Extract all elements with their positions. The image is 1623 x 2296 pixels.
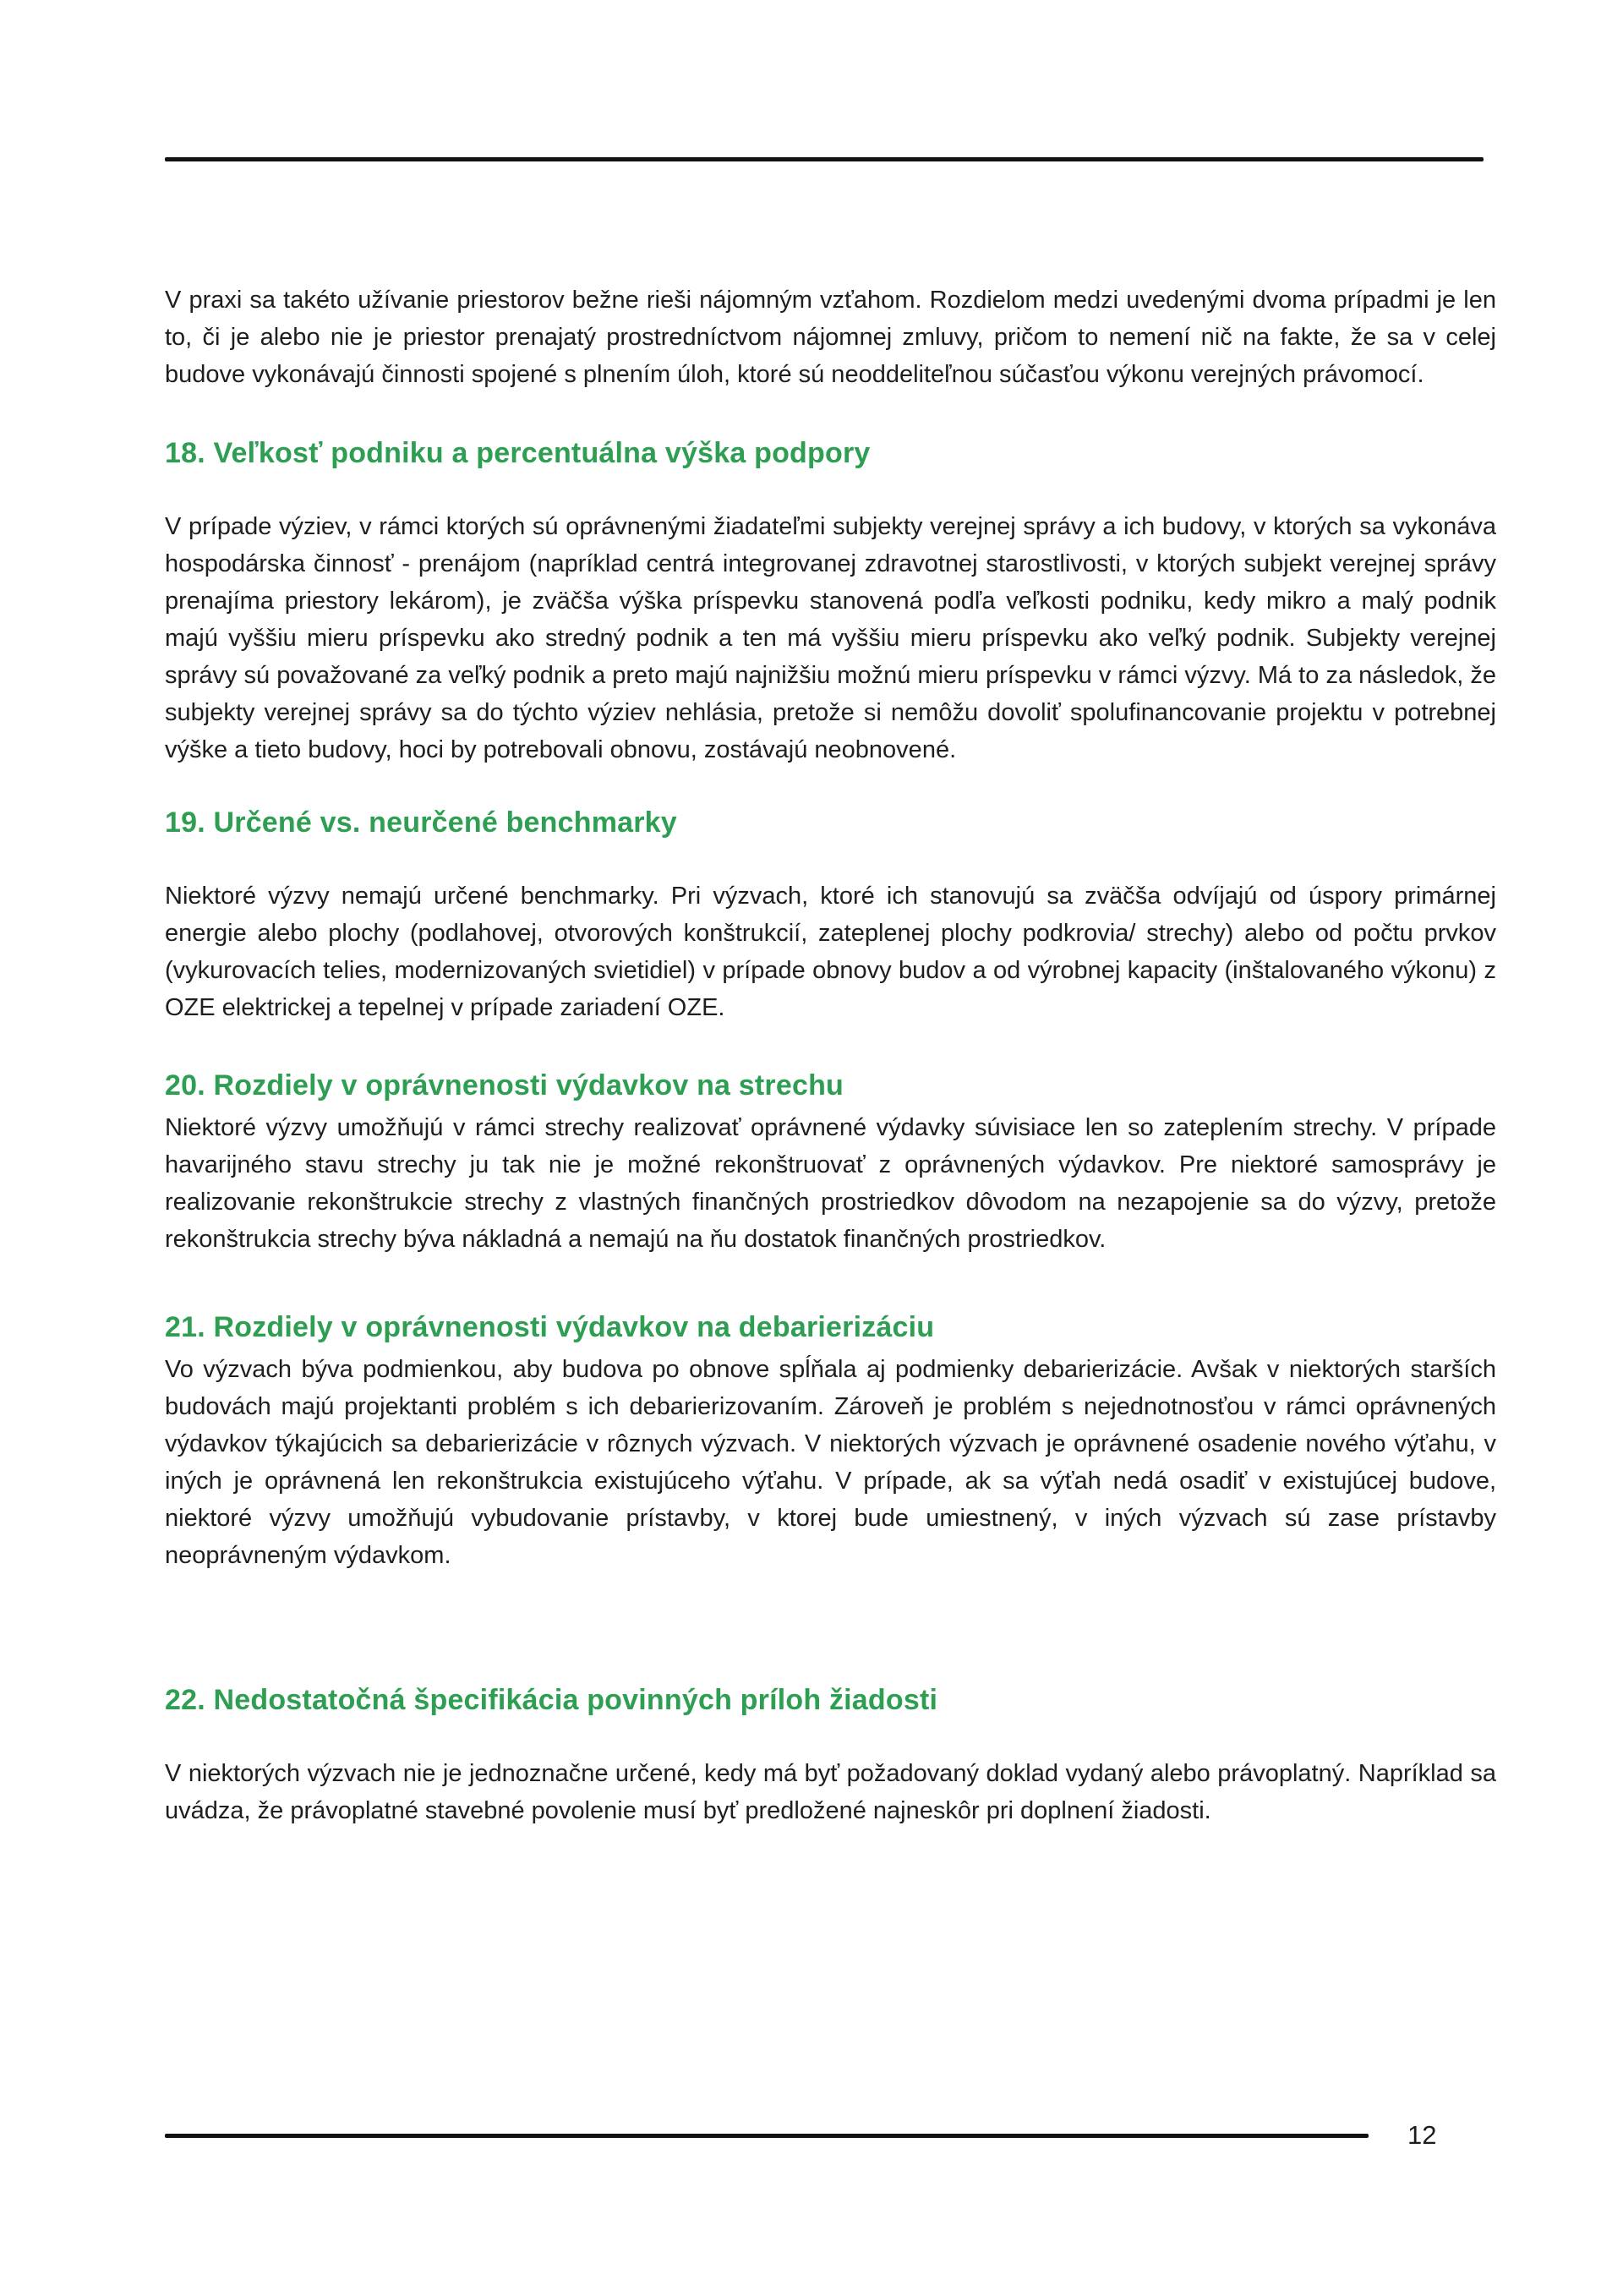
footer-rule [165, 2134, 1369, 2138]
section-18-body: V prípade výziev, v rámci ktorých sú oprávnenými žiadateľmi subjekty verejnej správy a ich budovy, v ktorých sa vykonáva hospodárska činnosť - prenájom (napríklad centrá integrovanej zdravotnej starostlivosti, v ktorých subjekt verejnej správy prenajíma priestory lekárom), je zväčša výška príspevku stanovená podľa veľkosti podniku, kedy mikro a malý podnik majú vyššiu mieru príspevku ako stredný podnik a ten má vyššiu mieru príspevku ako veľký podnik. Subjekty verejnej správy sú považované za veľký podnik a preto majú najnižšiu možnú mieru príspevku v rámci výzvy. Má to za následok, že subjekty verejnej správy sa do týchto výziev nehlásia, pretože si nemôžu dovoliť spolufinancovanie projektu v potrebnej výške a tieto budovy, hoci by potrebovali obnovu, zostávajú neobnovené. [165, 513, 1496, 763]
section-19-body: Niektoré výzvy nemajú určené benchmarky. Pri výzvach, ktoré ich stanovujú sa zväčša odvíjajú od úspory primárnej energie alebo plochy (podlahovej, otvorových konštrukcií, zateplenej plochy podkrovia/ strechy) alebo od počtu prvkov (vykurovacích telies, modernizovaných svietidiel) v prípade obnovy budov a od výrobnej kapacity (inštalovaného výkonu) z OZE elektrickej a tepelnej v prípade zariadení OZE. [165, 883, 1496, 1021]
section-22-body: V niektorých výzvach nie je jednoznačne určené, kedy má byť požadovaný doklad vydaný alebo právoplatný. Napríklad sa uvádza, že právoplatné stavebné povolenie musí byť predložené najneskôr pri doplnení žiadosti. [165, 1760, 1496, 1824]
section-20 [165, 1069, 1496, 1258]
top-rule [165, 157, 1484, 161]
page-number: 12 [1407, 2120, 1437, 2150]
section-20-body: Niektoré výzvy umožňujú v rámci strechy realizovať oprávnené výdavky súvisiace len so zateplením strechy. V prípade havarijného stavu strechy ju tak nie je možné rekonštruovať z oprávnených výdavkov. Pre niektoré samosprávy je realizovanie rekonštrukcie strechy z vlastných finančných prostriedkov dôvodom na nezapojenie sa do výzvy, pretože rekonštrukcia strechy býva nákladná a nemajú na ňu dostatok finančných prostriedkov. [165, 1114, 1496, 1253]
section-21 [165, 1310, 1496, 1574]
section-20-heading: 20. Rozdiely v oprávnenosti výdavkov na strechu [165, 1069, 844, 1102]
section-22 [165, 1683, 1496, 1829]
section-21-heading: 21. Rozdiely v oprávnenosti výdavkov na debarierizáciu [165, 1311, 935, 1343]
section-18 [165, 436, 1496, 768]
section-19-heading: 19. Určené vs. neurčené benchmarky [165, 806, 677, 839]
intro-paragraph: V praxi sa takéto užívanie priestorov bežne rieši nájomným vzťahom. Rozdielom medzi uvedenými dvoma prípadmi je len to, či je alebo nie je priestor prenajatý prostredníctvom nájomnej zmluvy, pričom to nemení nič na fakte, že sa v celej budove vykonávajú činnosti spojené s plnením úloh, ktoré sú neoddeliteľnou súčasťou výkonu verejných právomocí. [165, 287, 1496, 388]
section-21-body: Vo výzvach býva podmienkou, aby budova po obnove spĺňala aj podmienky debarierizácie. Avšak v niektorých starších budovách majú projektanti problém s ich debarierizovaním. Zároveň je problém s nejednotnosťou v rámci oprávnených výdavkov týkajúcich sa debarierizácie v rôznych výzvach. V niektorých výzvach je oprávnené osadenie nového výťahu, v iných je oprávnená len rekonštrukcia existujúceho výťahu. V prípade, ak sa výťah nedá osadiť v existujúcej budove, niektoré výzvy umožňujú vybudovanie prístavby, v ktorej bude umiestnený, v iných výzvach sú zase prístavby neoprávneným výdavkom. [165, 1356, 1496, 1569]
page-footer [165, 2120, 1496, 2151]
section-19 [165, 806, 1496, 1026]
section-18-heading: 18. Veľkosť podniku a percentuálna výška podpory [165, 437, 871, 469]
section-22-heading: 22. Nedostatočná špecifikácia povinných príloh žiadosti [165, 1684, 938, 1716]
